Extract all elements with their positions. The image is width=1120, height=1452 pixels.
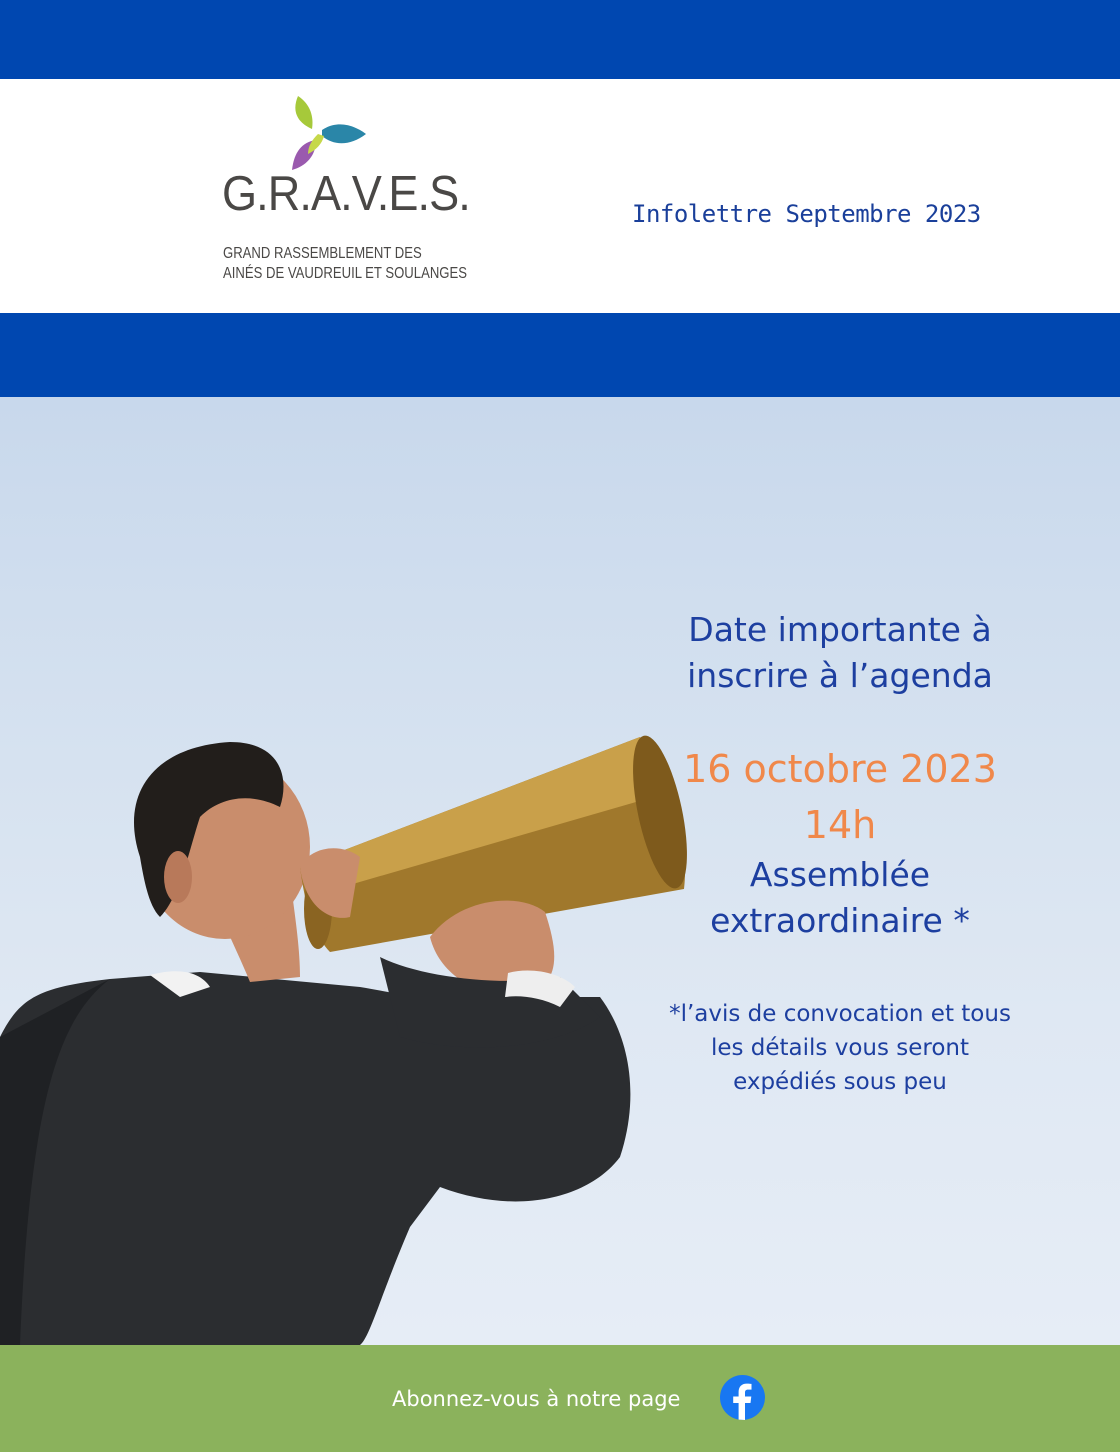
middle-blue-band: [0, 313, 1120, 397]
event-date: 16 octobre 2023: [683, 747, 997, 791]
event-time: 14h: [803, 803, 877, 847]
top-blue-band: [0, 0, 1120, 79]
event-title: [630, 852, 1050, 944]
header: [0, 79, 1120, 313]
note-line2: les détails vous seront: [710, 1035, 970, 1061]
facebook-icon[interactable]: [720, 1375, 765, 1420]
subscribe-link[interactable]: Abonnez-vous à notre page: [392, 1387, 681, 1411]
event-title-line1: Assemblée: [749, 855, 931, 894]
logo-subtitle-line2: AINÉS DE VAUDREUIL ET SOULANGES: [223, 265, 468, 282]
logo-wordmark: G.R.A.V.E.S.: [222, 167, 470, 221]
graves-logo[interactable]: [222, 96, 470, 291]
logo-subtitle-line1: GRAND RASSEMBLEMENT DES: [223, 245, 422, 262]
headline-line2: inscrire à l’agenda: [687, 656, 993, 695]
logo-leaf-icon: [288, 96, 368, 176]
note-line3: expédiés sous peu: [733, 1069, 947, 1095]
headline-line1: Date importante à: [688, 610, 992, 649]
announcement-headline: [630, 607, 1050, 699]
event-title-line2: extraordinaire *: [710, 901, 970, 940]
event-note: [630, 997, 1050, 1099]
note-line1: *l’avis de convocation et tous: [669, 1001, 1011, 1027]
newsletter-title: Infolettre Septembre 2023: [632, 200, 981, 228]
